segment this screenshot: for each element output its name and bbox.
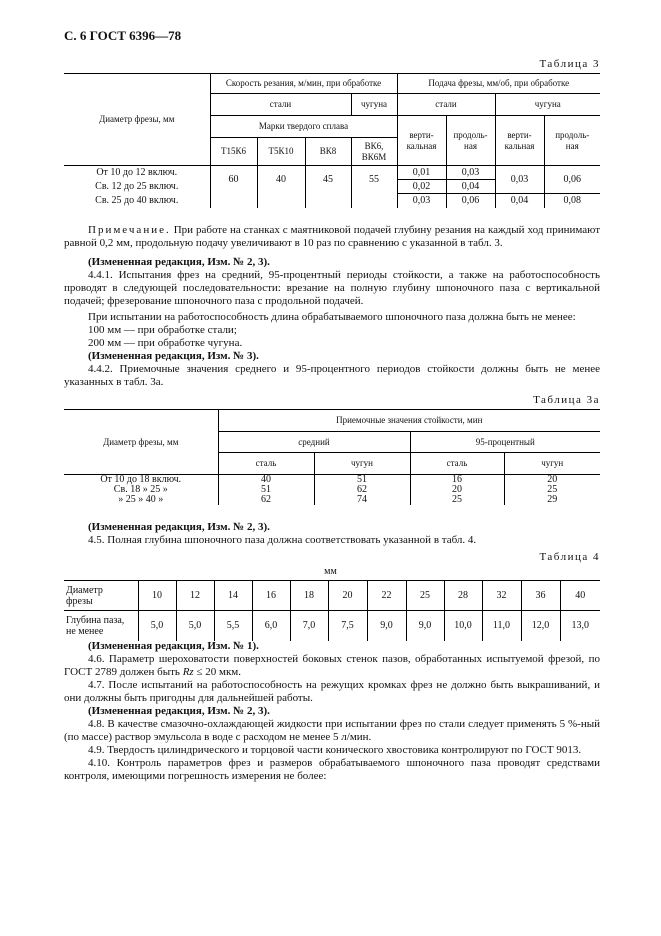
table3a-value: 29 <box>504 495 600 505</box>
feed-value: 0,04 <box>446 180 495 194</box>
table3a-value: 51 <box>218 485 314 495</box>
table4-diameter: 22 <box>367 581 406 611</box>
table4 <box>64 580 600 641</box>
feed-value: 0,01 <box>397 166 446 180</box>
table4-depth: 5,5 <box>214 611 252 641</box>
table3-caption: Таблица 3 <box>539 58 600 70</box>
table3a-value: 16 <box>410 475 504 486</box>
feed-value: 0,08 <box>544 194 600 208</box>
speed-value: 40 <box>257 166 305 208</box>
table3a-value: 62 <box>218 495 314 505</box>
edition-note: (Измененная редакция, Изм. № 2, 3). <box>88 705 270 717</box>
table4-diameter: 40 <box>560 581 600 611</box>
table3-row-label: Св. 25 до 40 включ. <box>95 195 179 206</box>
paragraph-steel: 100 мм — при обработке стали; <box>88 324 237 336</box>
table4-depth: 6,0 <box>252 611 290 641</box>
table4-depth: 9,0 <box>367 611 406 641</box>
table3a-value: 20 <box>410 485 504 495</box>
table4-diameter: 32 <box>482 581 521 611</box>
speed-value: 60 <box>210 166 257 208</box>
table4-depth: 7,5 <box>328 611 367 641</box>
table4-depth: 7,0 <box>290 611 328 641</box>
feed-value: 0,02 <box>397 180 446 194</box>
paragraph-4-5: 4.5. Полная глубина шпоночного паза должна соответствовать указанной в табл. 4. <box>88 534 477 546</box>
table3a-steel-header: сталь <box>410 453 504 475</box>
edition-note: (Измененная редакция, Изм. № 3). <box>88 350 259 362</box>
table4-depth: 9,0 <box>406 611 444 641</box>
edition-note: (Измененная редакция, Изм. № 2, 3). <box>88 521 270 533</box>
table3a-row-label: » 25 » 40 » <box>118 494 164 505</box>
text-block-1 <box>64 224 600 389</box>
table3 <box>64 73 600 208</box>
feed-value: 0,03 <box>397 194 446 208</box>
table4-diameter: 12 <box>176 581 214 611</box>
table3-feed-steel-vertical: верти- кальная <box>397 116 446 166</box>
table4-depth: 5,0 <box>138 611 176 641</box>
table3a-value: 25 <box>504 485 600 495</box>
table3a-row-label: От 10 до 18 включ. <box>100 474 182 485</box>
table3-row-label: От 10 до 12 включ. <box>96 167 178 179</box>
paragraph-iron: 200 мм — при обработке чугуна. <box>88 337 243 349</box>
table4-depth-label: Глубина паза, не менее <box>66 614 125 637</box>
speed-value: 45 <box>305 166 351 208</box>
table3a-value: 25 <box>410 495 504 505</box>
feed-value: 0,06 <box>446 194 495 208</box>
table3a-steel-header: сталь <box>218 453 314 475</box>
note-label: Примечание. <box>88 224 171 236</box>
text-block-3 <box>64 640 600 783</box>
table3-row-label: Св. 12 до 25 включ. <box>95 181 179 192</box>
speed-value: 55 <box>351 166 397 208</box>
note-paragraph: Примечание. При работе на станках с маятниковой подачей глубину резания на каждый ход принимают равной 0,2 мм, продольную подачу увеличивают в 10 раз по сравнению с указанной в табл. 3. <box>64 224 600 249</box>
table3-feed-steel-longitudinal: продоль- ная <box>446 116 495 166</box>
table4-depth: 5,0 <box>176 611 214 641</box>
paragraph-4-8: 4.8. В качестве смазочно-охлаждающей жидкости при испытании фрез по стали следует применять 5 %-ный (по массе) раствор эмульсола в воде с расходом не менее 5 л/мин. <box>64 718 600 743</box>
table3-diameter-header: Диаметр фрезы, мм <box>64 74 210 166</box>
table4-diameter: 25 <box>406 581 444 611</box>
paragraph-4-7: 4.7. После испытаний на работоспособность на режущих кромках фрез не должно быть выкрашиваний, и они должны быть пригодны для дальнейшей работы. <box>64 679 600 704</box>
paragraph-4-4-2: 4.4.2. Приемочные значения среднего и 95-процентного периодов стойкости должны быть не менее указанных в табл. 3а. <box>64 363 600 388</box>
table4-diameter: 16 <box>252 581 290 611</box>
text-block-2 <box>64 521 600 547</box>
table3a-diameter-header: Диаметр фрезы, мм <box>64 410 218 475</box>
table4-diameter: 20 <box>328 581 367 611</box>
table4-depth: 13,0 <box>560 611 600 641</box>
table3a-iron-header: чугун <box>504 453 600 475</box>
paragraph-4-4-1: 4.4.1. Испытания фрез на средний, 95-процентный периоды стойкости, а также на работоспособность проводят в следующей последовательности: врезание на полную глубину шпоночного паза с вертикальной подачей; фрезерование шпоночного паза с продольной подачей. <box>64 269 600 307</box>
alloy-vk8: ВК8 <box>305 138 351 166</box>
table3-feed-iron-longitudinal: продоль- ная <box>544 116 600 166</box>
feed-value: 0,06 <box>544 166 600 194</box>
table3-feed-iron: чугуна <box>495 94 600 116</box>
paragraph-4-6: 4.6. Параметр шероховатости поверхностей боковых стенок пазов, обработанных испытуемой фрезой, по ГОСТ 2789 должен быть Rz ≤ 20 мкм. <box>64 653 600 678</box>
table3a <box>64 409 600 505</box>
table4-unit: мм <box>324 566 337 577</box>
table3a-iron-header: чугун <box>314 453 410 475</box>
feed-value: 0,03 <box>446 166 495 180</box>
paragraph-4-9: 4.9. Твердость цилиндрического и торцовой части конического хвостовика контролируют по ГОСТ 9013. <box>88 744 582 756</box>
table4-diameter: 28 <box>444 581 482 611</box>
table3-speed-header: Скорость резания, м/мин, при обработке <box>210 74 397 94</box>
table3a-p95-header: 95-процентный <box>410 432 600 453</box>
paragraph-performance: При испытании на работоспособность длина обрабатываемого шпоночного паза должна быть не менее: <box>88 311 576 323</box>
edition-note: (Измененная редакция, Изм. № 1). <box>88 640 259 652</box>
alloy-t15k6: Т15К6 <box>210 138 257 166</box>
alloy-vk6: ВК6, ВК6М <box>351 138 397 166</box>
table4-depth: 11,0 <box>482 611 521 641</box>
table3a-value: 62 <box>314 485 410 495</box>
edition-note: (Измененная редакция, Изм. № 2, 3). <box>88 256 270 268</box>
table3a-caption: Таблица 3а <box>533 394 600 406</box>
table4-diameter: 36 <box>521 581 560 611</box>
table3-speed-iron: чугуна <box>351 94 397 116</box>
table4-diameter: 18 <box>290 581 328 611</box>
alloy-t5k10: Т5К10 <box>257 138 305 166</box>
table3a-value: 74 <box>314 495 410 505</box>
table3a-mean-header: средний <box>218 432 410 453</box>
table3-feed-iron-vertical: верти- кальная <box>495 116 544 166</box>
table4-diameter-label: Диаметр фрезы <box>64 581 138 611</box>
feed-value: 0,03 <box>495 166 544 194</box>
table3a-row-label: Св. 18 » 25 » <box>113 484 168 495</box>
table3-alloy-header: Марки твердого сплава <box>210 116 397 138</box>
table3-feed-header: Подача фрезы, мм/об, при обработке <box>397 74 600 94</box>
table3a-main-header: Приемочные значения стойкости, мин <box>218 410 600 432</box>
table3a-value: 20 <box>504 475 600 486</box>
page-header: С. 6 ГОСТ 6396—78 <box>64 28 182 43</box>
table4-depth: 12,0 <box>521 611 560 641</box>
table3a-value: 40 <box>218 475 314 486</box>
table3-feed-steel: стали <box>397 94 495 116</box>
table3a-value: 51 <box>314 475 410 486</box>
rz-symbol: Rz <box>182 666 194 678</box>
table3-speed-steel: стали <box>210 94 351 116</box>
table4-caption: Таблица 4 <box>539 551 600 563</box>
table4-diameter: 10 <box>138 581 176 611</box>
table4-diameter: 14 <box>214 581 252 611</box>
feed-value: 0,04 <box>495 194 544 208</box>
table4-depth: 10,0 <box>444 611 482 641</box>
paragraph-4-10: 4.10. Контроль параметров фрез и размеров обрабатываемого шпоночного паза проводят средствами контроля, имеющими погрешность измерения не более: <box>64 757 600 782</box>
